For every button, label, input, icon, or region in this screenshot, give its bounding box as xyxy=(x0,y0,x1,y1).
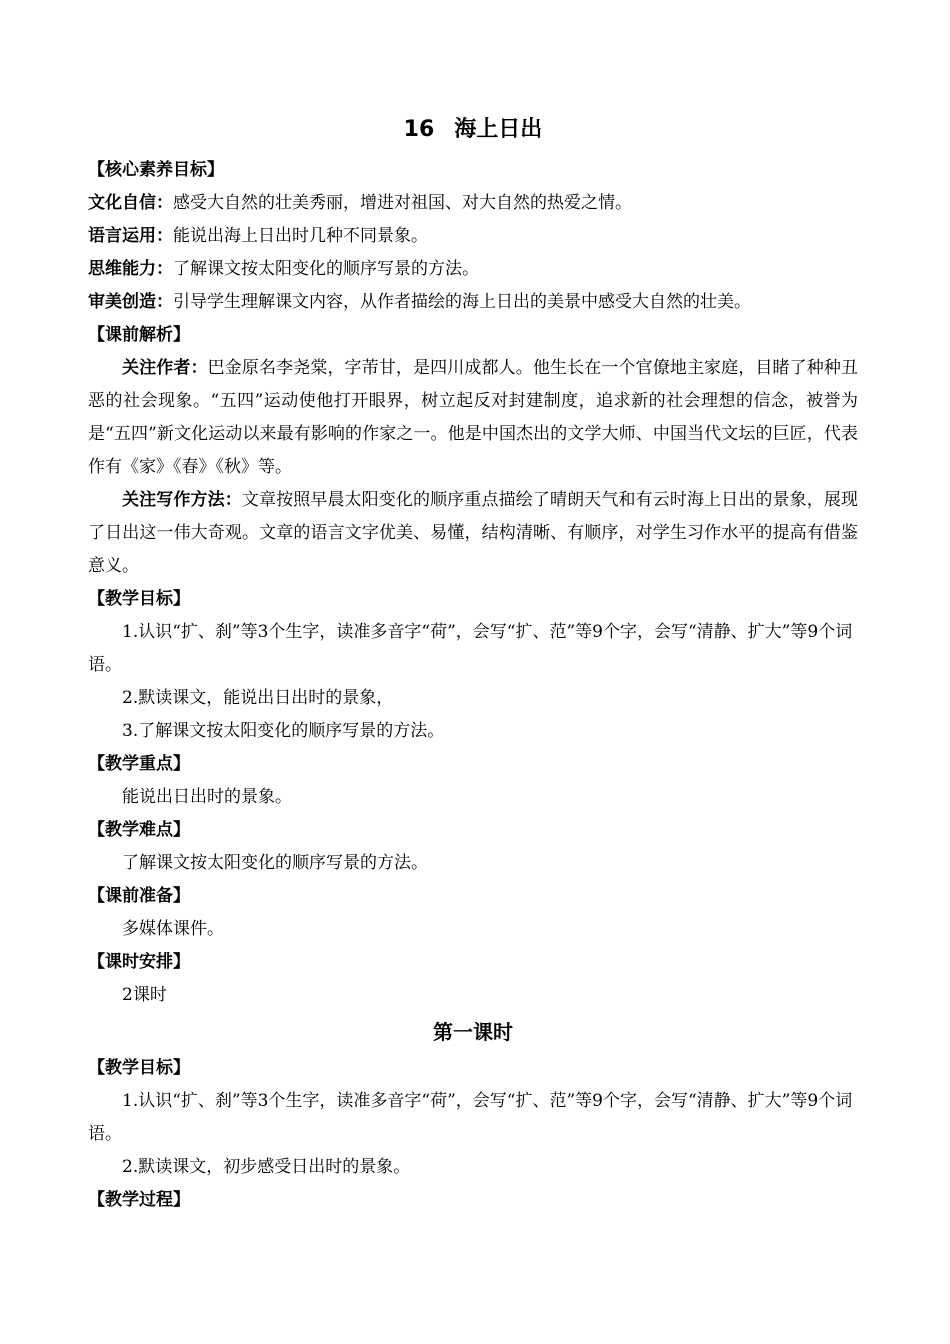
preparation-text: 多媒体课件。 xyxy=(122,919,224,939)
schedule-heading: 【课时安排】 xyxy=(88,952,190,972)
difficulties-heading: 【教学难点】 xyxy=(88,820,190,840)
core-goal-text: 了解课文按太阳变化的顺序写景的方法。 xyxy=(173,259,479,279)
core-goal-text: 能说出海上日出时几种不同景象。 xyxy=(173,226,428,246)
core-goal-label: 审美创造： xyxy=(88,292,173,312)
author-paragraph xyxy=(88,352,858,484)
core-goal-label: 文化自信： xyxy=(88,193,173,213)
teaching-goals-heading: 【教学目标】 xyxy=(88,589,190,609)
teaching-goal-item: 3.了解课文按太阳变化的顺序写景的方法。 xyxy=(122,721,445,741)
key-points-heading: 【教学重点】 xyxy=(88,754,190,774)
method-text: 文章按照早晨太阳变化的顺序重点描绘了晴朗天气和有云时海上日出的景象，展现了日出这一伟大奇观。文章的语言文字优美、易懂，结构清晰、有顺序，对学生习作水平的提高有借鉴意义。 xyxy=(88,490,859,576)
first-lesson-goal-item: 2.默读课文，初步感受日出时的景象。 xyxy=(122,1157,411,1177)
difficulties-text: 了解课文按太阳变化的顺序写景的方法。 xyxy=(122,853,428,873)
pre-analysis-heading: 【课前解析】 xyxy=(88,325,190,345)
author-label: 关注作者： xyxy=(122,358,208,378)
core-goal-aesthetic xyxy=(88,286,858,319)
page-title xyxy=(88,110,858,150)
core-goal-label: 思维能力： xyxy=(88,259,173,279)
core-goals-heading: 【核心素养目标】 xyxy=(88,160,224,180)
core-goal-thinking xyxy=(88,253,858,286)
lesson-number: 16 xyxy=(403,117,435,142)
document-page xyxy=(88,110,858,1217)
core-goal-text: 感受大自然的壮美秀丽，增进对祖国、对大自然的热爱之情。 xyxy=(173,193,632,213)
core-goal-text: 引导学生理解课文内容，从作者描绘的海上日出的美景中感受大自然的壮美。 xyxy=(173,292,751,312)
teaching-goal-item: 2.默读课文，能说出日出时的景象， xyxy=(122,688,394,708)
core-goal-language xyxy=(88,220,858,253)
key-points-text: 能说出日出时的景象。 xyxy=(122,787,292,807)
teaching-goal-item: 1.认识“扩、刹”等3个生字，读准多音字“荷”，会写“扩、范”等9个字，会写“清静、扩大”等9个词语。 xyxy=(88,622,853,675)
teaching-process-heading: 【教学过程】 xyxy=(88,1190,190,1210)
method-label: 关注写作方法： xyxy=(122,490,242,510)
core-goal-culture xyxy=(88,187,858,220)
core-goal-label: 语言运用： xyxy=(88,226,173,246)
author-text: 巴金原名李尧棠，字芾甘，是四川成都人。他生长在一个官僚地主家庭，目睹了种种丑恶的社会现象。“五四”运动使他打开眼界，树立起反对封建制度，追求新的社会理想的信念，被誉为是“五四”新文化运动以来最有影响的作家之一。他是中国杰出的文学大师、中国当代文坛的巨匠，代表作有《家》《春》《秋》等。 xyxy=(88,358,859,477)
first-lesson-title: 第一课时 xyxy=(433,1020,513,1044)
first-lesson-goal-item: 1.认识“扩、刹”等3个生字，读准多音字“荷”，会写“扩、范”等9个字，会写“清静、扩大”等9个词语。 xyxy=(88,1091,853,1144)
method-paragraph xyxy=(88,484,858,583)
preparation-heading: 【课前准备】 xyxy=(88,886,190,906)
first-lesson-goals-heading: 【教学目标】 xyxy=(88,1058,190,1078)
lesson-title: 海上日出 xyxy=(454,117,543,142)
schedule-text: 2课时 xyxy=(122,985,167,1005)
